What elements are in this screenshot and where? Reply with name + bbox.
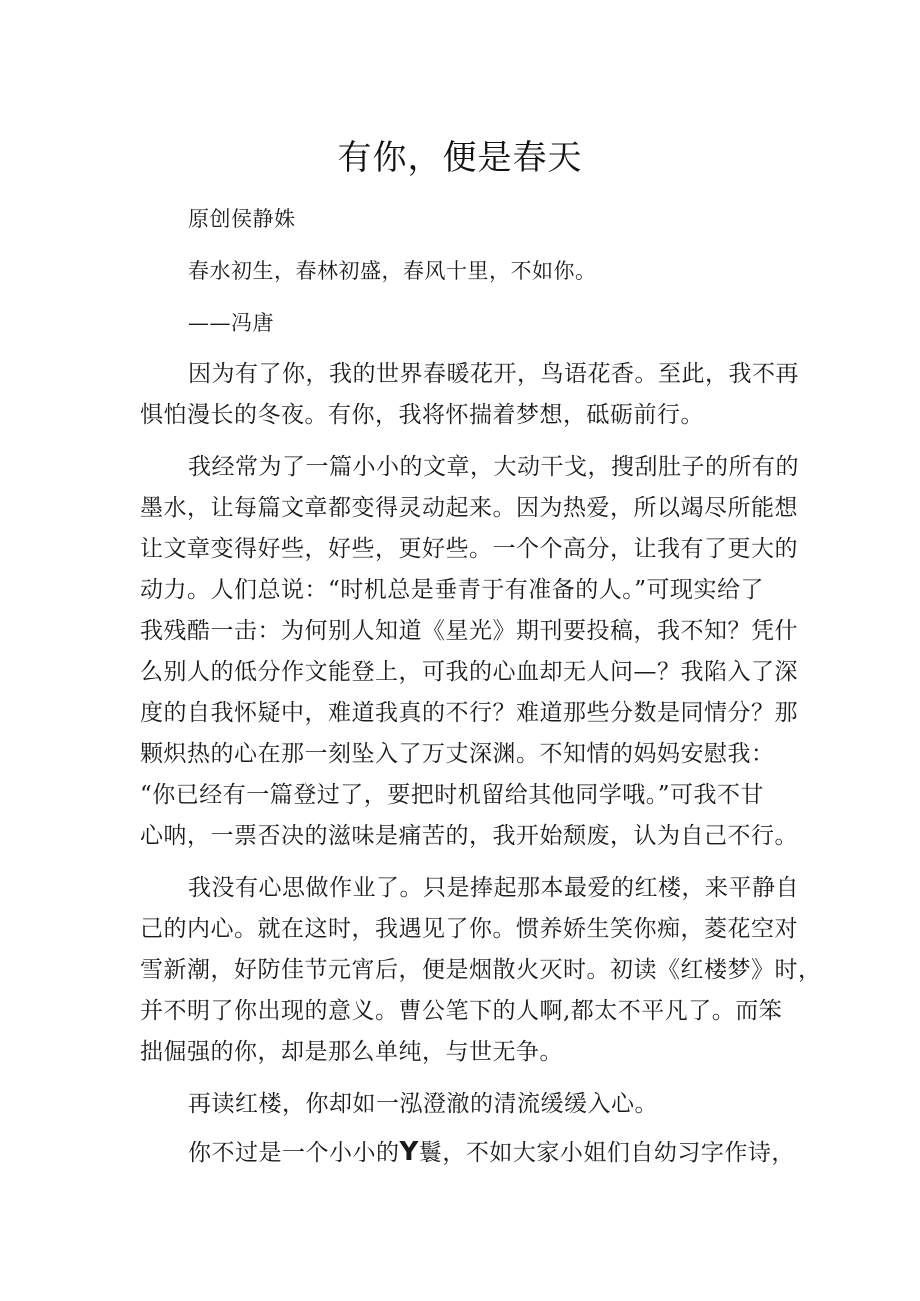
paragraph-line: 拙倔强的你，却是那么单纯，与世无争。 bbox=[140, 1039, 563, 1065]
paragraph-line: “你已经有一篇登过了，要把时机留给其他同学哦。”可我不甘 bbox=[140, 782, 765, 808]
paragraph-line: 墨水，让每篇文章都变得灵动起来。因为热爱，所以竭尽所能想 bbox=[140, 495, 798, 521]
paragraph-line: 么别人的低分作文能登上，可我的心血却无人问—？我陷入了深 bbox=[140, 659, 798, 685]
paragraph-line: 颗炽热的心在那一刻坠入了万丈深渊。不知情的妈妈安慰我： bbox=[140, 741, 775, 767]
paragraph-line: 并不明了你出现的意义。曹公笔下的人啊,都太不平凡了。而笨 bbox=[140, 998, 783, 1024]
paragraph-line: 让文章变得好些，好些，更好些。一个个高分，让我有了更大的 bbox=[140, 536, 798, 562]
paragraph-line: 我没有心思做作业了。只是捧起那本最爱的红楼，来平静自 bbox=[188, 875, 799, 901]
paragraph-line: 惧怕漫长的冬夜。有你，我将怀揣着梦想，砥砺前行。 bbox=[140, 402, 704, 428]
paragraph-line: 我经常为了一篇小小的文章，大动干戈，搜刮肚子的所有的 bbox=[188, 454, 799, 480]
line-text: 鬟，不如大家小姐们自幼习字作诗， bbox=[418, 1140, 795, 1166]
paragraph-line: 度的自我怀疑中，难道我真的不行？难道那些分数是同情分？那 bbox=[140, 700, 798, 726]
paragraph-line: 因为有了你，我的世界春暖花开，鸟语花香。至此，我不再 bbox=[188, 361, 799, 387]
author-line: 原创侯静姝 bbox=[188, 207, 296, 231]
epigraph: 春水初生，春林初盛，春风十里，不如你。 bbox=[188, 259, 597, 283]
paragraph-line: 动力。人们总说：“时机总是垂青于有准备的人。”可现实给了 bbox=[140, 577, 765, 603]
document-title: 有你，便是春天 bbox=[337, 138, 583, 178]
line-text: 你不过是一个小小的 bbox=[188, 1140, 400, 1166]
line-text-y: Y bbox=[399, 1137, 419, 1167]
paragraph-line: 再读红楼，你却如一泓澄澈的清流缓缓入心。 bbox=[188, 1091, 658, 1117]
paragraph-line bbox=[188, 1134, 800, 1167]
epigraph-source: ——冯唐 bbox=[188, 311, 274, 335]
paragraph-line: 我残酷一击：为何别人知道《星光》期刊要投稿，我不知？凭什 bbox=[140, 618, 798, 644]
paragraph-line: 雪新潮，好防佳节元宵后，便是烟散火灭时。初读《红楼梦》时， bbox=[140, 957, 822, 983]
paragraph-line: 心呐，一票否决的滋味是痛苦的，我开始颓废，认为自己不行。 bbox=[140, 823, 798, 849]
paragraph-line: 己的内心。就在这时，我遇见了你。惯养娇生笑你痴，菱花空对 bbox=[140, 916, 798, 942]
